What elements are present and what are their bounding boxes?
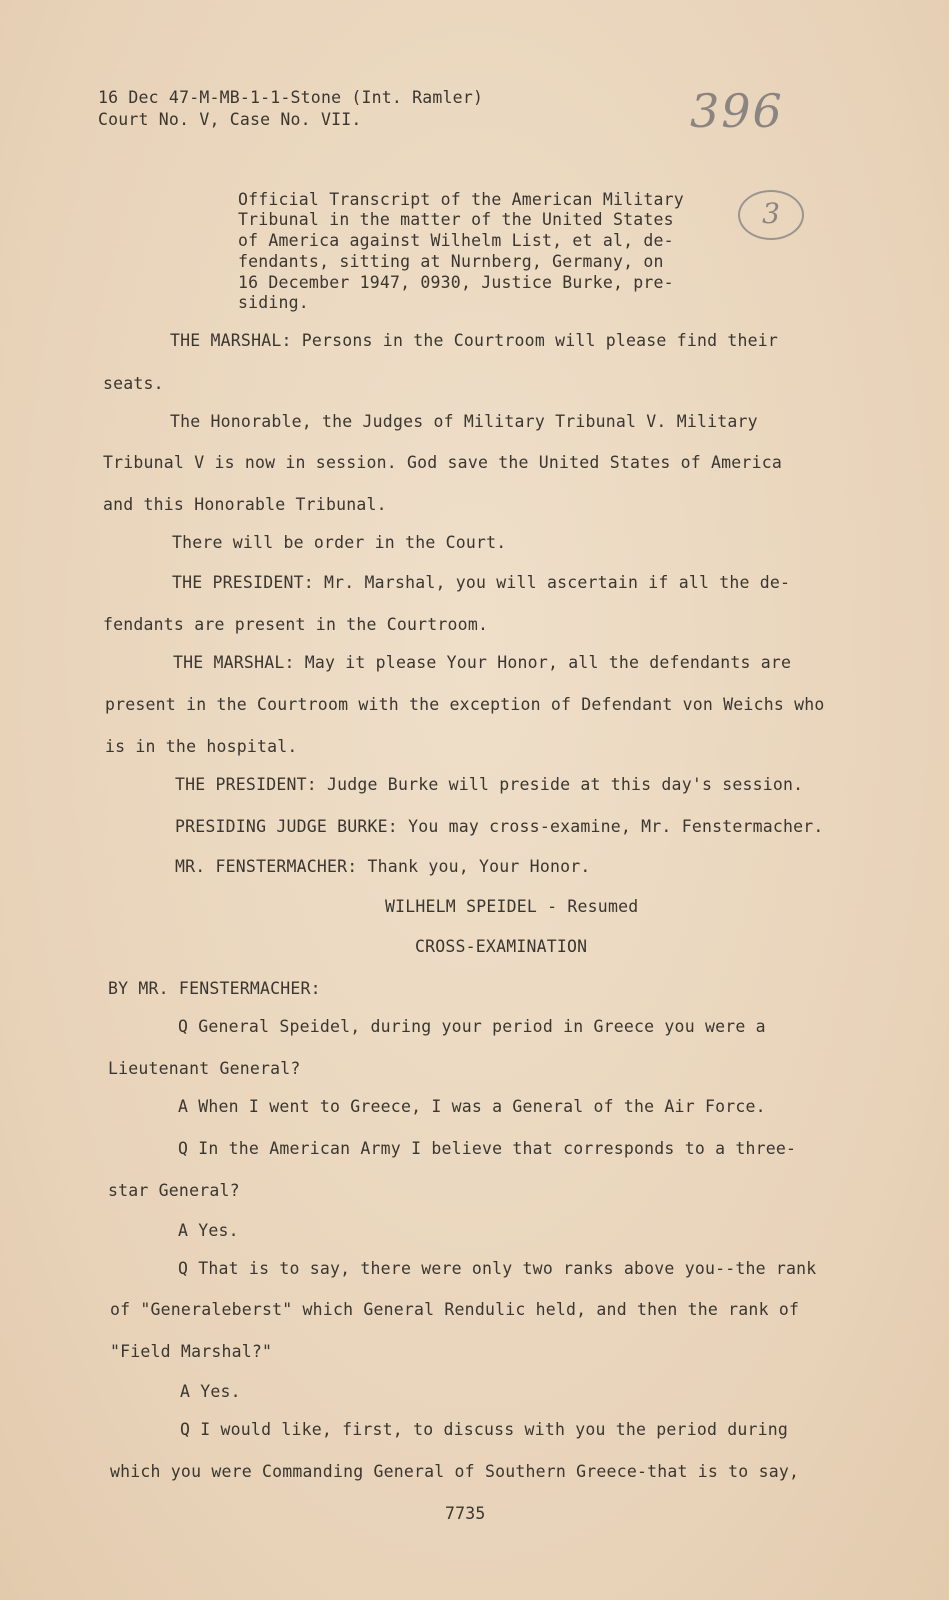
body-line: which you were Commanding General of Southern Greece-that is to say, (110, 1462, 800, 1481)
body-line: MR. FENSTERMACHER: Thank you, Your Honor. (175, 857, 591, 876)
body-line: Q General Speidel, during your period in Greece you were a (178, 1017, 766, 1036)
body-line: Tribunal V is now in session. God save the United States of America (103, 453, 782, 472)
body-line: THE MARSHAL: Persons in the Courtroom will please find their (170, 331, 779, 350)
caption-line-2: Tribunal in the matter of the United States (238, 210, 674, 229)
section-heading: CROSS-EXAMINATION (415, 937, 588, 956)
body-line: A Yes. (180, 1382, 241, 1401)
body-line: BY MR. FENSTERMACHER: (108, 979, 321, 998)
caption-line-4: fendants, sitting at Nurnberg, Germany, on (238, 252, 664, 271)
body-line: seats. (103, 374, 164, 393)
page-number: 7735 (445, 1504, 486, 1523)
body-line: fendants are present in the Courtroom. (103, 615, 489, 634)
body-line: There will be order in the Court. (172, 533, 507, 552)
handwritten-page-mark: 396 (690, 84, 784, 138)
header-line-2: Court No. V, Case No. VII. (98, 110, 362, 129)
body-line: "Field Marshal?" (110, 1342, 273, 1361)
body-line: and this Honorable Tribunal. (103, 495, 387, 514)
body-line: star General? (108, 1181, 240, 1200)
body-line: THE MARSHAL: May it please Your Honor, all the defendants are (173, 653, 792, 672)
caption-line-5: 16 December 1947, 0930, Justice Burke, pre- (238, 273, 674, 292)
body-line: Q I would like, first, to discuss with you the period during (180, 1420, 789, 1439)
body-line: Lieutenant General? (108, 1059, 301, 1078)
body-line: present in the Courtroom with the exception of Defendant von Weichs who (105, 695, 825, 714)
circled-number: 3 (738, 190, 804, 240)
caption-line-1: Official Transcript of the American Military (238, 190, 684, 209)
header-line-1: 16 Dec 47-M-MB-1-1-Stone (Int. Ramler) (98, 88, 484, 107)
body-line: Q That is to say, there were only two ranks above you--the rank (178, 1259, 817, 1278)
body-line: PRESIDING JUDGE BURKE: You may cross-examine, Mr. Fenstermacher. (175, 817, 824, 836)
caption-line-6: siding. (238, 293, 309, 312)
body-line: A When I went to Greece, I was a General of the Air Force. (178, 1097, 766, 1116)
body-line: of "Generaleberst" which General Rendulic held, and then the rank of (110, 1300, 800, 1319)
caption-line-3: of America against Wilhelm List, et al, de- (238, 231, 674, 250)
witness-heading: WILHELM SPEIDEL - Resumed (385, 897, 639, 916)
body-line: Q In the American Army I believe that corresponds to a three- (178, 1139, 797, 1158)
body-line: THE PRESIDENT: Mr. Marshal, you will ascertain if all the de- (172, 573, 791, 592)
body-line: is in the hospital. (105, 737, 298, 756)
body-line: The Honorable, the Judges of Military Tribunal V. Military (170, 412, 758, 431)
body-line: THE PRESIDENT: Judge Burke will preside at this day's session. (175, 775, 804, 794)
body-line: A Yes. (178, 1221, 239, 1240)
